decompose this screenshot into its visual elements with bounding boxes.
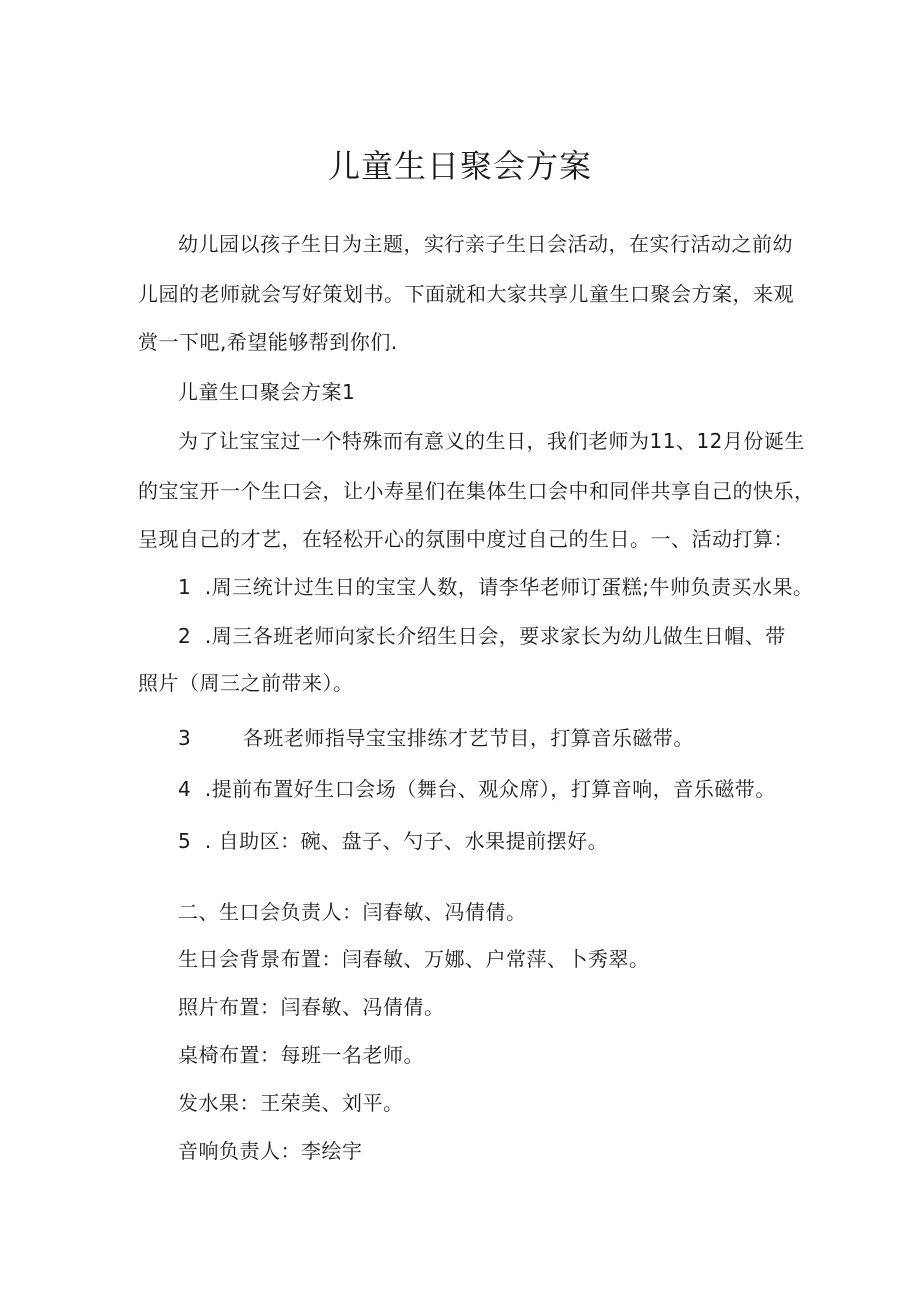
document-title: 儿童生日聚会方案 bbox=[327, 147, 592, 185]
plan-item-number: 2 bbox=[178, 624, 192, 648]
plan-item-text: .周三各班老师向家长介绍生日会，要求家长为幼儿做生日帽、带 bbox=[204, 624, 786, 648]
plan-item bbox=[178, 723, 694, 753]
responsible-line: 生日会背景布置：闫春敏、万娜、户常萍、卜秀翠。 bbox=[178, 947, 650, 971]
plan-item-number: 1 bbox=[178, 575, 192, 599]
plan-item bbox=[178, 826, 608, 856]
plan-item-number: 3 bbox=[178, 726, 192, 750]
intro-line: 赏一下吧,希望能够帮到你们. bbox=[138, 330, 398, 354]
intro-line: 儿园的老师就会写好策划书。下面就和大家共享儿童生口聚会方案，来观 bbox=[138, 282, 794, 306]
plan-item-text: . 自助区：碗、盘子、勺子、水果提前摆好。 bbox=[204, 829, 609, 853]
plan-item bbox=[178, 774, 776, 804]
purpose-line: 的宝宝开一个生口会，让小寿星们在集体生口会中和同伴共享自己的快乐， bbox=[138, 479, 815, 503]
plan-item-number: 5 bbox=[178, 829, 192, 853]
intro-line: 幼儿园以孩子生日为主题，实行亲子生日会活动，在实行活动之前幼 bbox=[178, 232, 793, 256]
plan-item bbox=[178, 621, 786, 651]
plan-item-text: 各班老师指导宝宝排练才艺节目，打算音乐磁带。 bbox=[242, 726, 694, 750]
section-heading: 儿童生口聚会方案1 bbox=[178, 380, 356, 404]
responsible-line: 音响负责人：李绘宇 bbox=[178, 1139, 363, 1163]
responsible-line: 桌椅布置：每班一名老师。 bbox=[178, 1043, 424, 1067]
plan-item-text: .周三统计过生日的宝宝人数，请李华老师订蛋糕;牛帅负责买水果。 bbox=[204, 575, 814, 599]
plan-item-text: .提前布置好生口会场（舞台、观众席），打算音响，音乐磁带。 bbox=[204, 777, 776, 801]
responsible-line: 二、生口会负责人：闫春敏、冯倩倩。 bbox=[178, 900, 527, 924]
plan-item bbox=[178, 572, 813, 602]
plan-item-continuation: 照片（周三之前带来）。 bbox=[138, 671, 354, 695]
responsible-line: 照片布置：闫春敏、冯倩倩。 bbox=[178, 995, 445, 1019]
plan-item-number: 4 bbox=[178, 777, 192, 801]
purpose-line: 呈现自己的才艺，在轻松开心的氛围中度过自己的生日。一、活动打算： bbox=[138, 527, 794, 551]
purpose-line: 为了让宝宝过一个特殊而有意义的生日，我们老师为11、12月份诞生 bbox=[178, 429, 805, 453]
responsible-line: 发水果：王荣美、刘平。 bbox=[178, 1091, 404, 1115]
